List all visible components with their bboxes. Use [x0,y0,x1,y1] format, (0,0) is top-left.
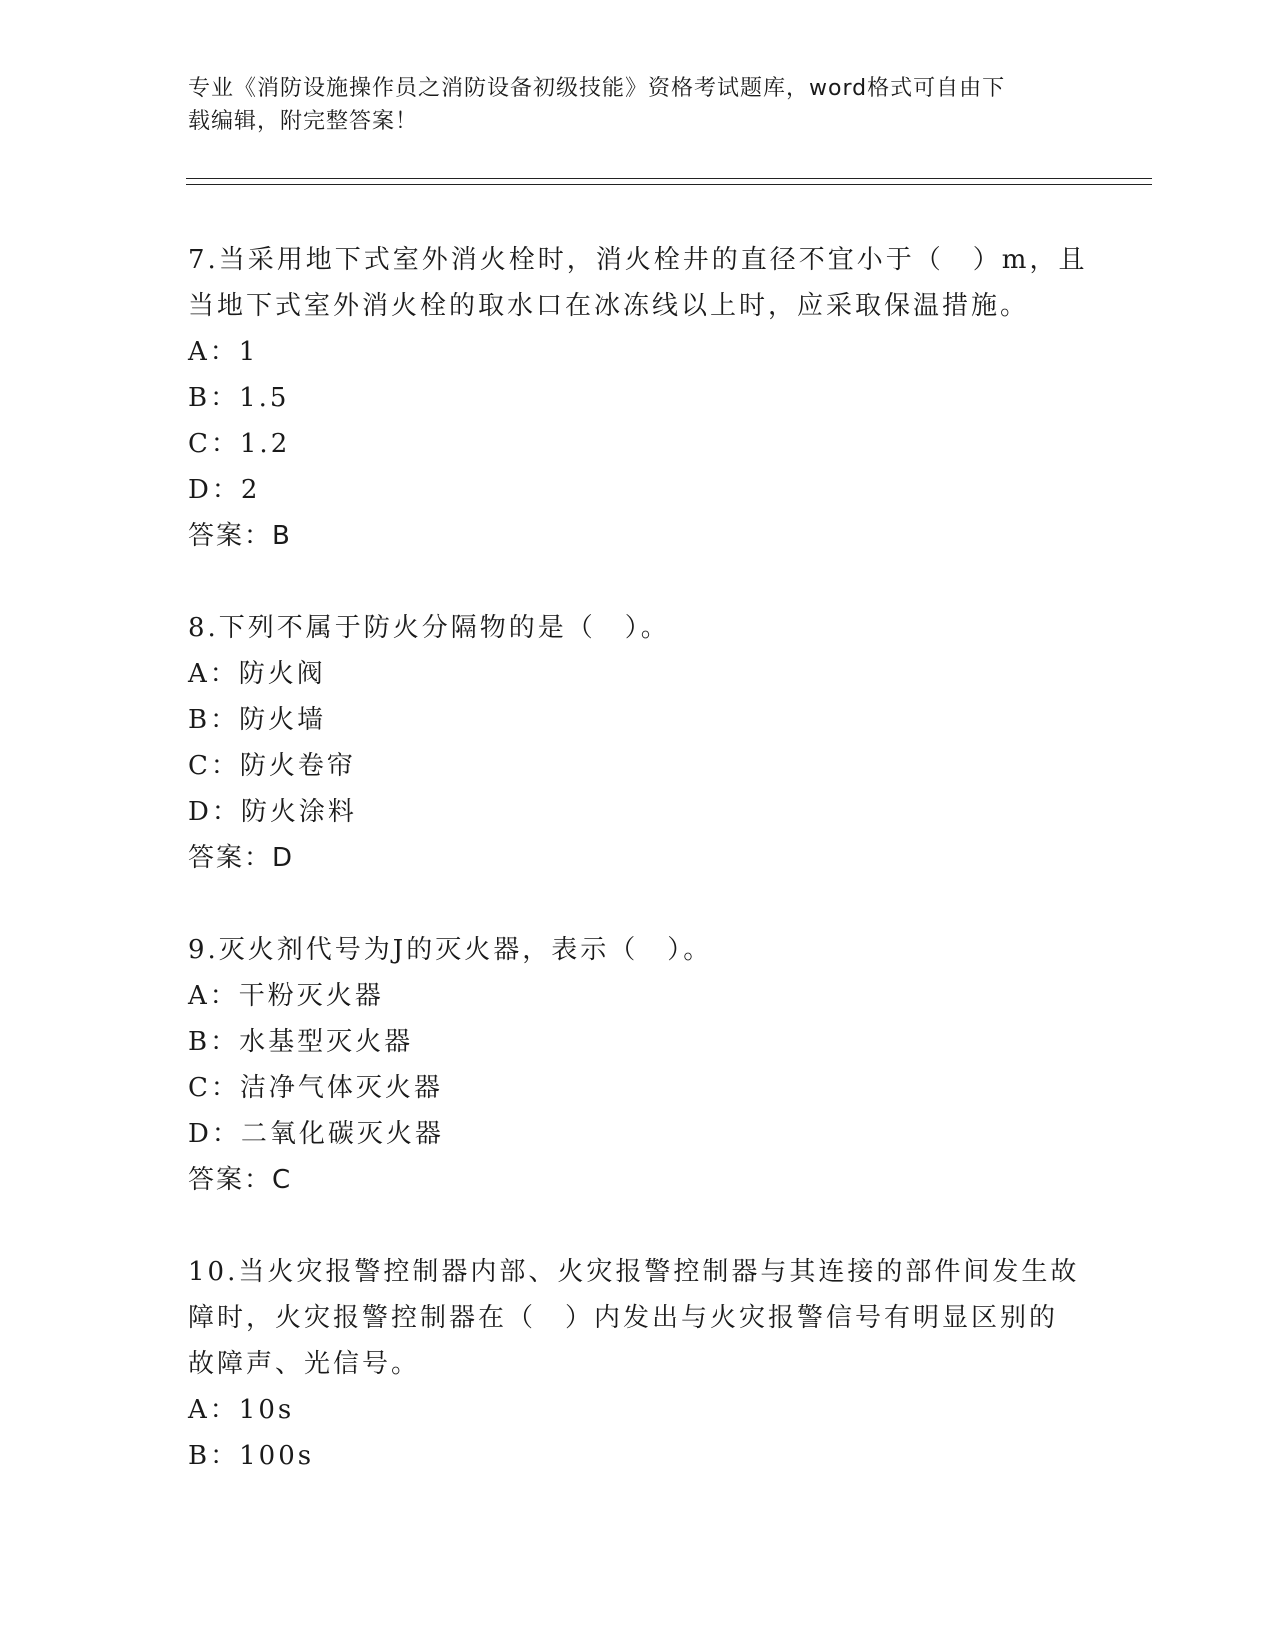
question-list [188,237,1088,1525]
option-b: B：防火墙 [188,705,327,735]
header-divider-top [186,178,1152,179]
question-text-line: 故障声、光信号。 [188,1349,421,1379]
question-9 [188,927,1088,1203]
header-line-2: 载编辑，附完整答案！ [188,109,419,134]
question-text-line: 8.下列不属于防火分隔物的是（ ）。 [188,613,670,643]
option-b: B：1.5 [188,383,290,413]
question-text-line: 10.当火灾报警控制器内部、火灾报警控制器与其连接的部件间发生故 [188,1257,1080,1287]
header-line-1: 专业《消防设施操作员之消防设备初级技能》资格考试题库，word格式可自由下 [188,76,1006,101]
option-d: D：二氧化碳灭火器 [188,1119,444,1149]
document-header [188,72,1068,138]
option-a: A：防火阀 [188,659,326,689]
question-text-line: 障时，火灾报警控制器在（ ）内发出与火灾报警信号有明显区别的 [188,1303,1059,1333]
option-a: A：1 [188,337,259,367]
question-8 [188,605,1088,881]
question-text [188,605,1088,651]
answer-line: 答案：C [188,1165,293,1195]
question-10 [188,1249,1088,1479]
question-text-line: 9.灭火剂代号为J的灭火器，表示（ ）。 [188,935,713,965]
option-a: A：干粉灭火器 [188,981,384,1011]
option-c: C：防火卷帘 [188,751,356,781]
answer-line: 答案：B [188,521,292,551]
question-text [188,1249,1088,1387]
question-text [188,927,1088,973]
question-text-line: 当地下式室外消火栓的取水口在冰冻线以上时，应采取保温措施。 [188,291,1030,321]
answer-line: 答案：D [188,843,295,873]
option-c: C：1.2 [188,429,291,459]
header-divider-bottom [186,184,1152,185]
question-text-line: 7.当采用地下式室外消火栓时，消火栓井的直径不宜小于（ ）m，且 [188,245,1088,275]
option-c: C：洁净气体灭火器 [188,1073,443,1103]
option-b: B：100s [188,1441,315,1471]
option-d: D：2 [188,475,261,505]
option-a: A：10s [188,1395,295,1425]
option-d: D：防火涂料 [188,797,357,827]
option-b: B：水基型灭火器 [188,1027,414,1057]
question-text [188,237,1088,329]
question-7 [188,237,1088,559]
